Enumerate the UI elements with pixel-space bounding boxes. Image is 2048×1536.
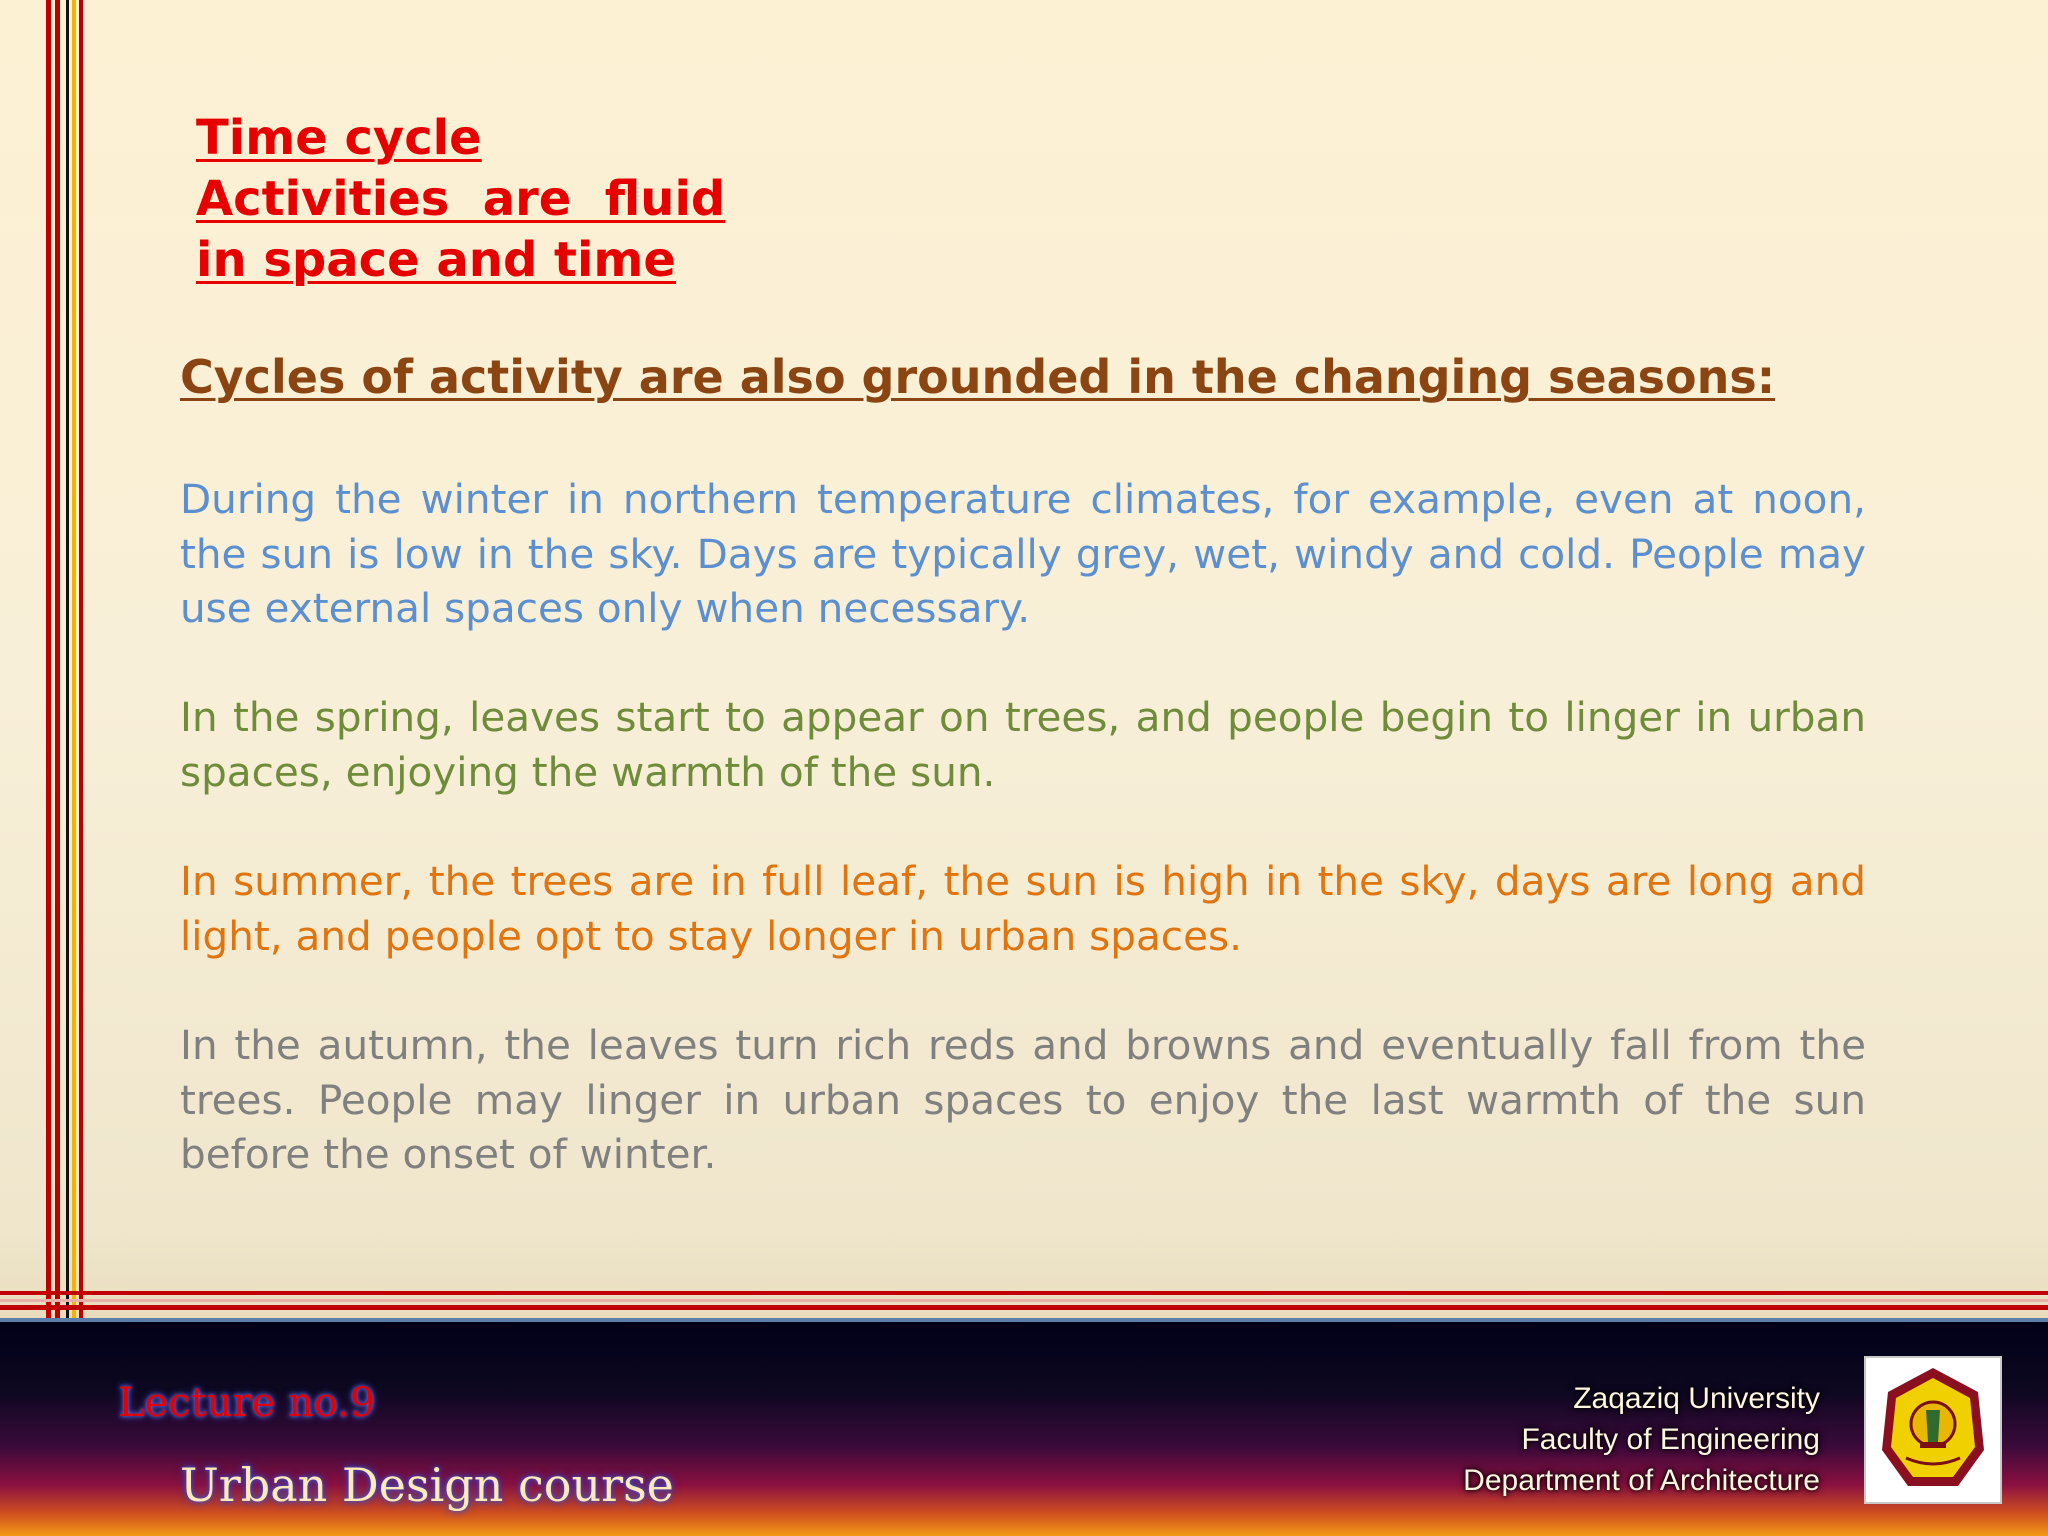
- course-name: Urban Design course: [180, 1458, 674, 1512]
- footer-stripe: [0, 1299, 2048, 1302]
- faculty-name: Faculty of Engineering: [1521, 1423, 1820, 1456]
- subheading: Cycles of activity are also grounded in the changing seasons:: [180, 350, 1776, 404]
- spring-paragraph: In the spring, leaves start to appear on trees, and people begin to linger in urban spaces, enjoying the warmth of the sun.: [180, 693, 1866, 796]
- left-stripe: [66, 0, 69, 1322]
- left-stripe: [72, 0, 76, 1322]
- university-seal-icon: [1866, 1358, 2000, 1502]
- lecture-number: Lecture no.9: [118, 1380, 376, 1426]
- slide-title: [196, 108, 725, 291]
- university-name: Zaqaziq University: [1573, 1382, 1820, 1415]
- left-stripe: [55, 0, 60, 1322]
- summer-paragraph: In summer, the trees are in full leaf, the sun is high in the sky, days are long and light, and people opt to stay longer in urban spaces.: [180, 857, 1866, 960]
- footer-banner: [0, 1322, 2048, 1536]
- footer-stripe: [0, 1305, 2048, 1310]
- university-logo: [1864, 1356, 2002, 1504]
- left-stripe: [79, 0, 83, 1322]
- winter-paragraph: During the winter in northern temperature climates, for example, even at noon, the sun is low in the sky. Days are typically grey, wet, windy and cold. People may use external spaces only when necessary.: [180, 475, 1866, 632]
- footer-stripe: [0, 1291, 2048, 1295]
- title-line: in space and time: [196, 232, 676, 288]
- left-stripe: [46, 0, 51, 1322]
- autumn-paragraph: In the autumn, the leaves turn rich reds and browns and eventually fall from the trees. People may linger in urban spaces to enjoy the last warmth of the sun before the onset of winter.: [180, 1021, 1866, 1178]
- title-line: Time cycle: [196, 110, 482, 166]
- university-info: [1463, 1378, 1820, 1501]
- title-line: Activities are fluid: [196, 171, 726, 227]
- department-name: Department of Architecture: [1463, 1464, 1820, 1497]
